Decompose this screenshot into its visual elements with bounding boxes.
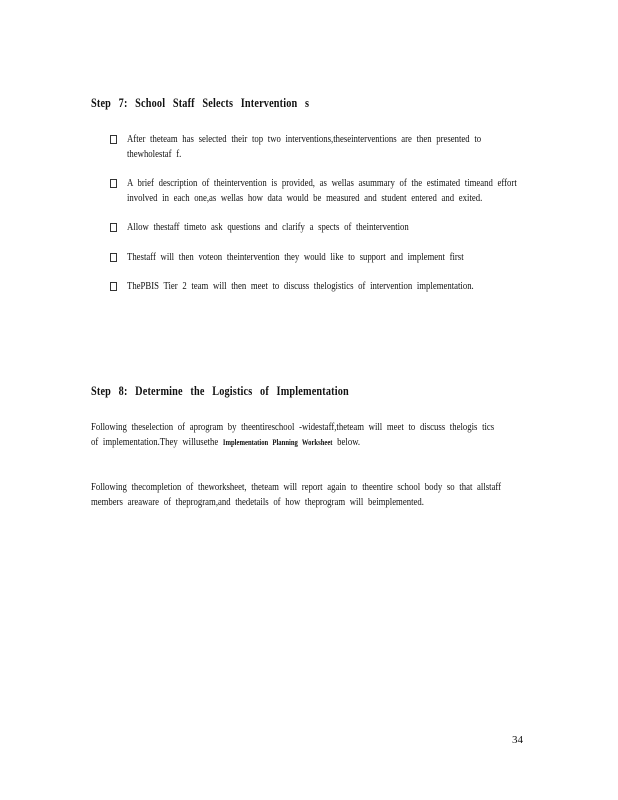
bullet-box-icon <box>110 282 117 291</box>
page-number: 34 <box>512 734 523 746</box>
step-7-heading: Step 7: School Staff Selects Intervention s <box>91 96 310 110</box>
bullet-box-icon <box>110 135 117 144</box>
bullet-text: A brief description of theintervention is provided, as wellas asummary of the estimated timeand effort involved in each one,as wellas how data would be measured and student entered and exited. <box>127 178 517 204</box>
paragraph-text: Following theselection of aprogram by theentireschool -widestaff,theteam will meet to discuss thelogis tics of implementation.They willusethe <box>91 422 495 448</box>
bullet-text: After theteam has selected their top two interventions,theseinterventions are then presented to thewholestaf f. <box>127 134 482 160</box>
paragraph-text: below. <box>337 436 361 448</box>
step-7-bullet-list <box>108 133 528 310</box>
bullet-text: Allow thestaff timeto ask questions and clarify a spects of theintervention <box>127 222 409 233</box>
bullet-box-icon <box>110 179 117 188</box>
list-item <box>108 251 528 266</box>
bullet-text: Thestaff will then voteon theintervention they would like to support and implement first <box>127 251 464 263</box>
bullet-box-icon <box>110 223 117 232</box>
list-item <box>108 221 528 236</box>
list-item <box>108 177 528 206</box>
worksheet-name: Implementation Planning Worksheet <box>222 437 333 447</box>
bullet-box-icon <box>110 253 117 262</box>
list-item <box>108 133 528 162</box>
step-8-paragraph-1 <box>91 421 506 450</box>
step-8-paragraph-2: Following thecompletion of theworksheet, theteam will report again to theentire school body so that allstaff members areaware of theprogram,and thedetails of how theprogram will beimplemented. <box>91 482 502 508</box>
step-8-heading: Step 8: Determine the Logistics of Implementation <box>91 384 349 398</box>
bullet-text: ThePBIS Tier 2 team will then meet to discuss thelogistics of intervention implementation. <box>127 281 474 292</box>
list-item <box>108 280 528 295</box>
